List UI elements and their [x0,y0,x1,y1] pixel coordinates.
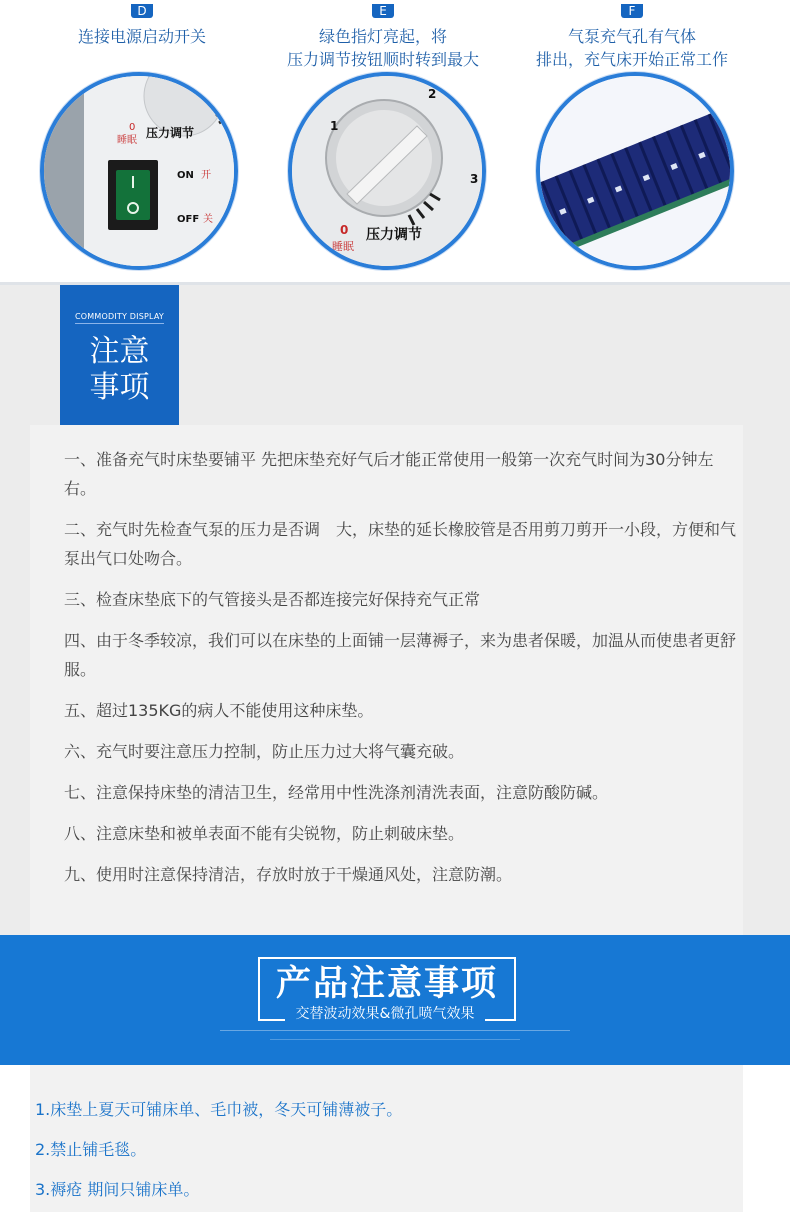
banner-fine-line [220,1030,570,1031]
note-item: 二、充气时先检查气泵的压力是否调 大，床垫的延长橡胶管是否用剪刀剪开一小段，方便和气泵出气口处吻合。 [64,520,737,568]
note-item: 七、注意保持床垫的清洁卫生，经常用中性洗涤剂清洗表面，注意防酸防碱。 [64,783,609,802]
step-f-badge: F [621,4,643,18]
banner-subtitle: 交替波动效果&微孔喷气效果 [285,1004,485,1024]
note-item: 八、注意床垫和被单表面不能有尖锐物，防止刺破床垫。 [64,824,465,843]
e-zero: 0 [340,223,349,237]
air-mattress-image [536,72,734,270]
note-item: 五、超过135KG的病人不能使用这种床垫。 [64,701,374,720]
switch-panel-image [40,72,238,270]
tip-item: 3.褥疮 期间只铺床单。 [35,1180,200,1199]
usage-tips [35,1100,402,1220]
step-e-caption: 绿色指灯亮起，将 压力调节按钮顺时转到最大 [286,27,479,69]
e-num-1: 1 [330,119,339,133]
note-item: 九、使用时注意保持清洁，存放时放于干燥通风处，注意防潮。 [64,865,513,884]
e-num-2: 2 [428,87,437,101]
banner-fine-line [270,1039,520,1040]
steps-section [0,0,790,282]
product-notice-banner [0,935,790,1065]
notice-tag [60,285,179,425]
note-item: 四、由于冬季较凉，我们可以在床垫的上面铺一层薄褥子，来为患者保暖，加温从而使患者更舒服。 [64,631,737,679]
note-item: 一、准备充气时床垫要铺平 先把床垫充好气后才能正常使用一般第一次充气时间为30分钟左右。 [64,450,714,498]
d-zero: 0 [129,122,136,133]
note-item: 三、检查床垫底下的气管接头是否都连接完好保持充气正常 [64,590,481,609]
step-e [253,0,513,71]
notice-tag-title: 注意 事项 [89,334,150,405]
step-d-badge: D [131,4,153,18]
d-on-label: ON [177,170,194,181]
notice-tag-en: COMMODITY DISPLAY [75,312,164,324]
notes-list [64,445,744,901]
d-sleep: 睡眠 [117,135,137,146]
e-pressure-label: 压力调节 [366,227,422,243]
tip-item: 2.禁止铺毛毯。 [35,1140,147,1159]
e-num-3: 3 [470,172,479,186]
pressure-knob-image [288,72,486,270]
step-f-caption: 气泵充气孔有气体 排出，充气床开始正常工作 [535,27,728,69]
step-e-badge: E [372,4,394,18]
d-pressure-label: 压力调节 [146,126,195,140]
step-d [12,0,272,48]
banner-title: 产品注意事项 [275,964,498,1004]
e-sleep: 睡眠 [332,240,354,253]
d-on-cn: 开 [201,170,211,181]
tip-item: 1.床垫上夏天可铺床单、毛巾被，冬天可铺薄被子。 [35,1100,403,1119]
d-off-label: OFF [177,214,200,225]
step-d-caption: 连接电源启动开关 [77,27,206,46]
d-off-cn: 关 [203,214,213,225]
step-f [502,0,762,71]
note-item: 六、充气时要注意压力控制，防止压力过大将气囊充破。 [64,742,465,761]
